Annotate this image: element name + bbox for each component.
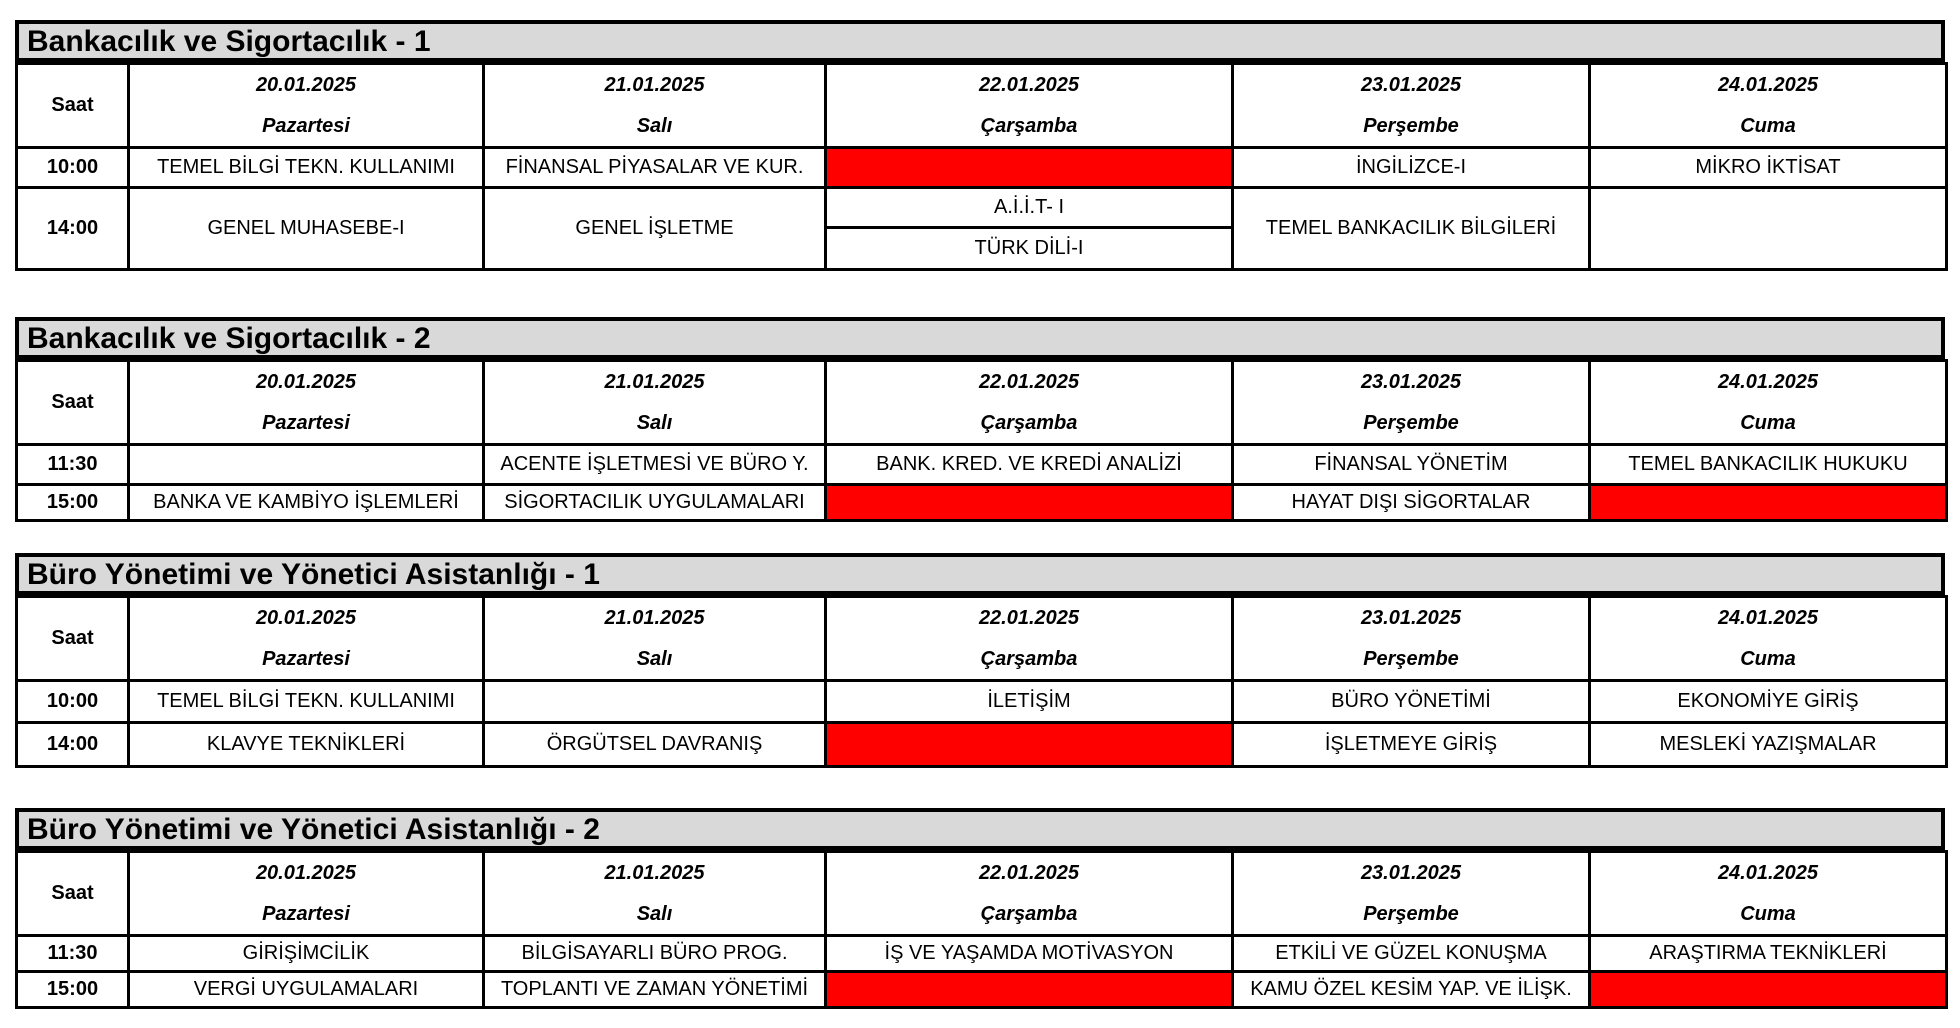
day-header	[129, 64, 484, 148]
course-cell: TEMEL BİLGİ TEKN. KULLANIMI	[129, 148, 484, 188]
time-cell: 11:30	[17, 445, 129, 485]
day-date: 24.01.2025	[1717, 861, 1819, 884]
block-title: Bankacılık ve Sigortacılık - 1	[15, 20, 1945, 62]
day-name: Pazartesi	[262, 647, 350, 670]
block-title: Büro Yönetimi ve Yönetici Asistanlığı - 1	[15, 553, 1945, 595]
course-cell: KAMU ÖZEL KESİM YAP. VE İLİŞK.	[1233, 972, 1590, 1008]
day-date: 22.01.2025	[978, 370, 1080, 393]
day-name: Salı	[636, 114, 673, 137]
course-cell: MESLEKİ YAZIŞMALAR	[1590, 723, 1947, 767]
day-name: Perşembe	[1363, 114, 1459, 137]
day-header	[1590, 597, 1947, 681]
course-cell: GENEL İŞLETME	[484, 188, 826, 270]
day-name: Cuma	[1740, 114, 1796, 137]
time-cell: 10:00	[17, 148, 129, 188]
course-cell: ÖRGÜTSEL DAVRANIŞ	[484, 723, 826, 767]
day-date: 24.01.2025	[1717, 370, 1819, 393]
schedule-table	[15, 595, 1948, 768]
day-header	[129, 597, 484, 681]
course-cell-top: A.İ.İ.T- I	[827, 189, 1231, 229]
day-name: Cuma	[1740, 902, 1796, 925]
day-header	[1233, 852, 1590, 936]
day-name: Çarşamba	[980, 114, 1078, 137]
block-title: Büro Yönetimi ve Yönetici Asistanlığı - 2	[15, 808, 1945, 850]
day-date: 24.01.2025	[1717, 73, 1819, 96]
course-cell: BANK. KRED. VE KREDİ ANALİZİ	[826, 445, 1233, 485]
day-date: 21.01.2025	[604, 370, 705, 393]
course-cell	[1590, 188, 1947, 270]
day-header	[826, 597, 1233, 681]
day-name: Perşembe	[1363, 411, 1459, 434]
day-date: 22.01.2025	[978, 606, 1080, 629]
day-name: Pazartesi	[262, 411, 350, 434]
day-date: 20.01.2025	[255, 73, 357, 96]
day-name: Salı	[636, 647, 673, 670]
time-cell: 14:00	[17, 723, 129, 767]
time-cell: 10:00	[17, 681, 129, 723]
course-cell: İŞ VE YAŞAMDA MOTİVASYON	[826, 936, 1233, 972]
course-cell: HAYAT DIŞI SİGORTALAR	[1233, 485, 1590, 521]
day-date: 23.01.2025	[1360, 606, 1462, 629]
course-cell: TEMEL BİLGİ TEKN. KULLANIMI	[129, 681, 484, 723]
course-cell: BİLGİSAYARLI BÜRO PROG.	[484, 936, 826, 972]
blocked-cell	[826, 485, 1233, 521]
day-header	[1233, 64, 1590, 148]
day-name: Cuma	[1740, 411, 1796, 434]
course-cell: KLAVYE TEKNİKLERİ	[129, 723, 484, 767]
day-header	[484, 597, 826, 681]
day-header	[826, 361, 1233, 445]
course-cell-bottom: TÜRK DİLİ-I	[974, 237, 1084, 259]
blocked-cell	[826, 723, 1233, 767]
saat-header: Saat	[17, 597, 129, 681]
course-cell: İNGİLİZCE-I	[1233, 148, 1590, 188]
schedule-block	[15, 553, 1945, 768]
day-date: 21.01.2025	[604, 73, 705, 96]
course-cell: ETKİLİ VE GÜZEL KONUŞMA	[1233, 936, 1590, 972]
day-header	[1590, 64, 1947, 148]
course-cell: FİNANSAL YÖNETİM	[1233, 445, 1590, 485]
course-cell: VERGİ UYGULAMALARI	[129, 972, 484, 1008]
day-date: 20.01.2025	[255, 370, 357, 393]
course-cell: SİGORTACILIK UYGULAMALARI	[484, 485, 826, 521]
time-cell: 14:00	[17, 188, 129, 270]
time-cell: 11:30	[17, 936, 129, 972]
day-date: 22.01.2025	[978, 73, 1080, 96]
day-date: 20.01.2025	[255, 861, 357, 884]
schedule-block	[15, 20, 1945, 271]
day-name: Cuma	[1740, 647, 1796, 670]
day-name: Salı	[636, 902, 673, 925]
day-date: 20.01.2025	[255, 606, 357, 629]
split-cell	[826, 188, 1233, 270]
course-cell: TEMEL BANKACILIK BİLGİLERİ	[1233, 188, 1590, 270]
day-header	[129, 361, 484, 445]
course-cell: ACENTE İŞLETMESİ VE BÜRO Y.	[484, 445, 826, 485]
schedule-table	[15, 62, 1948, 271]
course-cell: TEMEL BANKACILIK HUKUKU	[1590, 445, 1947, 485]
day-name: Perşembe	[1363, 647, 1459, 670]
day-name: Perşembe	[1363, 902, 1459, 925]
day-header	[484, 64, 826, 148]
saat-header: Saat	[17, 852, 129, 936]
course-cell: GİRİŞİMCİLİK	[129, 936, 484, 972]
course-cell: EKONOMİYE GİRİŞ	[1590, 681, 1947, 723]
course-cell: BANKA VE KAMBİYO İŞLEMLERİ	[129, 485, 484, 521]
day-date: 22.01.2025	[978, 861, 1080, 884]
day-header	[1233, 361, 1590, 445]
schedule-table	[15, 359, 1948, 522]
time-cell: 15:00	[17, 972, 129, 1008]
day-name: Çarşamba	[980, 411, 1078, 434]
day-date: 24.01.2025	[1717, 606, 1819, 629]
blocked-cell	[826, 148, 1233, 188]
day-name: Pazartesi	[262, 114, 350, 137]
course-cell	[129, 445, 484, 485]
blocked-cell	[826, 972, 1233, 1008]
day-header	[484, 852, 826, 936]
day-header	[484, 361, 826, 445]
day-header	[826, 64, 1233, 148]
day-date: 21.01.2025	[604, 861, 705, 884]
day-date: 23.01.2025	[1360, 73, 1462, 96]
blocked-cell	[1590, 972, 1947, 1008]
course-cell	[484, 681, 826, 723]
day-header	[1590, 852, 1947, 936]
blocked-cell	[1590, 485, 1947, 521]
day-header	[826, 852, 1233, 936]
day-name: Çarşamba	[980, 647, 1078, 670]
day-date: 21.01.2025	[604, 606, 705, 629]
day-name: Çarşamba	[980, 902, 1078, 925]
course-cell: İLETİŞİM	[826, 681, 1233, 723]
course-cell: MİKRO İKTİSAT	[1590, 148, 1947, 188]
saat-header: Saat	[17, 361, 129, 445]
course-cell: TOPLANTI VE ZAMAN YÖNETİMİ	[484, 972, 826, 1008]
course-cell: BÜRO YÖNETİMİ	[1233, 681, 1590, 723]
schedule-block	[15, 808, 1945, 1009]
day-header	[1233, 597, 1590, 681]
day-header	[1590, 361, 1947, 445]
day-name: Pazartesi	[262, 902, 350, 925]
course-cell: FİNANSAL PİYASALAR VE KUR.	[484, 148, 826, 188]
time-cell: 15:00	[17, 485, 129, 521]
course-cell: ARAŞTIRMA TEKNİKLERİ	[1590, 936, 1947, 972]
schedule-block	[15, 317, 1945, 522]
day-header	[129, 852, 484, 936]
day-date: 23.01.2025	[1360, 370, 1462, 393]
course-cell: İŞLETMEYE GİRİŞ	[1233, 723, 1590, 767]
course-cell: GENEL MUHASEBE-I	[129, 188, 484, 270]
day-date: 23.01.2025	[1360, 861, 1462, 884]
schedule-table	[15, 850, 1948, 1009]
day-name: Salı	[636, 411, 673, 434]
block-title: Bankacılık ve Sigortacılık - 2	[15, 317, 1945, 359]
saat-header: Saat	[17, 64, 129, 148]
